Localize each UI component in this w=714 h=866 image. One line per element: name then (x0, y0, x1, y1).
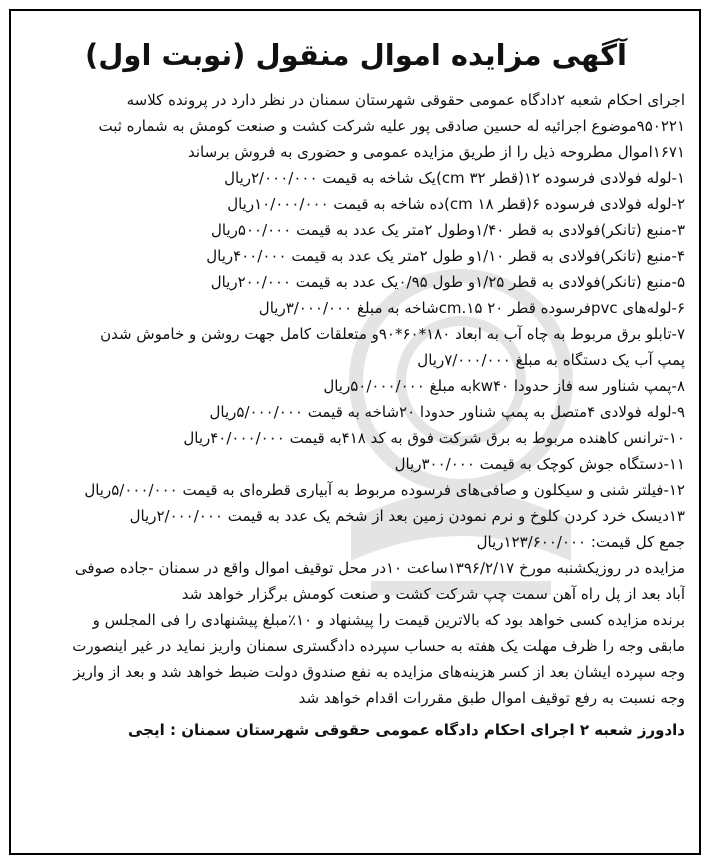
list-item: ۳-منبع (تانکر)فولادی به قطر ۱/۴۰وطول ۲متر یک عدد به قیمت ۵۰۰/۰۰۰ریال (211, 221, 685, 239)
intro-line: اجرای احکام شعبه ۲دادگاه عمومی حقوقی شهرستان سمنان در نظر دارد در پرونده کلاسه (126, 91, 685, 109)
winner-line: مابقی وجه را ظرف مهلت یک هفته به حساب سپرده دادگستری سمنان واریز نماید در غیر اینصورت (72, 637, 685, 655)
total-price: جمع کل قیمت: ۱۲۳/۶۰۰/۰۰۰ریال (476, 533, 685, 551)
item-list (27, 165, 685, 529)
list-item: ۱۳دیسک خرد کردن کلوخ و نرم نمودن زمین بعد از شخم یک عدد به قیمت ۲/۰۰۰/۰۰۰ریال (129, 507, 685, 525)
list-item: ۱-لوله فولادی فرسوده ۱۲(قطر ۳۲ cm)یک شاخه به قیمت ۲/۰۰۰/۰۰۰ریال (224, 169, 685, 187)
list-item: ۲-لوله فولادی فرسوده ۶(قطر ۱۸ cm)ده شاخه به قیمت ۱۰/۰۰۰/۰۰۰ریال (227, 195, 685, 213)
auction-paragraph (27, 555, 685, 607)
intro-paragraph (27, 87, 685, 165)
winner-line: وجه نسبت به رفع توقیف اموال طبق مقررات اقدام خواهد شد (298, 689, 685, 707)
notice-frame (9, 9, 701, 855)
notice-title: آگهی مزایده اموال منقول (نوبت اول) (85, 38, 627, 72)
list-item: ۱۲-فیلتر شنی و سیکلون و صافی‌های فرسوده مربوط به آبیاری قطره‌ای به قیمت ۵/۰۰۰/۰۰۰ریال (84, 481, 685, 499)
list-item (27, 321, 685, 373)
list-item: ۶-لوله‌های pvcفرسوده قطر ۲۰ cm.۱۵شاخه به مبلغ ۳/۰۰۰/۰۰۰ریال (258, 299, 685, 317)
auction-line: آباد بعد از پل راه آهن سمت چپ شرکت کشت و صنعت کومش برگزار خواهد شد (181, 585, 685, 603)
signature-line: دادورز شعبه ۲ اجرای احکام دادگاه عمومی حقوقی شهرستان سمنان : ایجی (128, 721, 685, 739)
list-item: ۵-منبع (تانکر)فولادی به قطر ۱/۲۵و طول ۰/۹۵یک عدد به قیمت ۲۰۰/۰۰۰ریال (210, 273, 685, 291)
list-item: ۴-منبع (تانکر)فولادی به قطر ۱/۱۰و طول ۲متر یک عدد به قیمت ۴۰۰/۰۰۰ریال (206, 247, 685, 265)
list-item-line: پمپ آب یک دستگاه به مبلغ ۷/۰۰۰/۰۰۰ریال (417, 351, 685, 369)
winner-line: برنده مزایده کسی خواهد بود که بالاترین قیمت را پیشنهاد و ۱۰٪مبلغ پیشنهادی را فی المجلس و (92, 611, 685, 629)
auction-line: مزایده در روزیکشنبه مورخ ۱۳۹۶/۲/۱۷ساعت ۱۰در محل توقیف اموال واقع در سمنان -جاده صوفی (74, 559, 685, 577)
list-item: ۱۰-ترانس کاهنده مربوط به برق شرکت فوق به کد ۴۱۸به قیمت ۴۰/۰۰۰/۰۰۰ریال (183, 429, 685, 447)
winner-paragraph (27, 607, 685, 711)
list-item-line: ۷-تابلو برق مربوط به چاه آب به ابعاد ۱۸۰*۶۰*۹۰و متعلقات کامل جهت روشن و خاموش شدن (100, 325, 685, 343)
list-item: ۱۱-دستگاه جوش کوچک به قیمت ۳۰۰/۰۰۰ریال (394, 455, 685, 473)
intro-line: ۹۵۰۲۲۱موضوع اجرائیه له حسین صادقی پور علیه شرکت کشت و صنعت کومش به شماره ثبت (98, 117, 685, 135)
intro-line: ۱۶۷۱اموال مطروحه ذیل را از طریق مزایده عمومی و حضوری به فروش برساند (188, 143, 685, 161)
list-item: ۸-پمپ شناور سه فاز حدودا kw۴۰به مبلغ ۵۰/۰۰۰/۰۰۰ریال (323, 377, 685, 395)
list-item: ۹-لوله فولادی ۴متصل به پمپ شناور حدودا ۲۰شاخه به قیمت ۵/۰۰۰/۰۰۰ریال (209, 403, 685, 421)
winner-line: وجه سپرده ایشان بعد از کسر هزینه‌های مزایده به نفع صندوق دولت ضبط خواهد شد و بعد از واریز (73, 663, 685, 681)
